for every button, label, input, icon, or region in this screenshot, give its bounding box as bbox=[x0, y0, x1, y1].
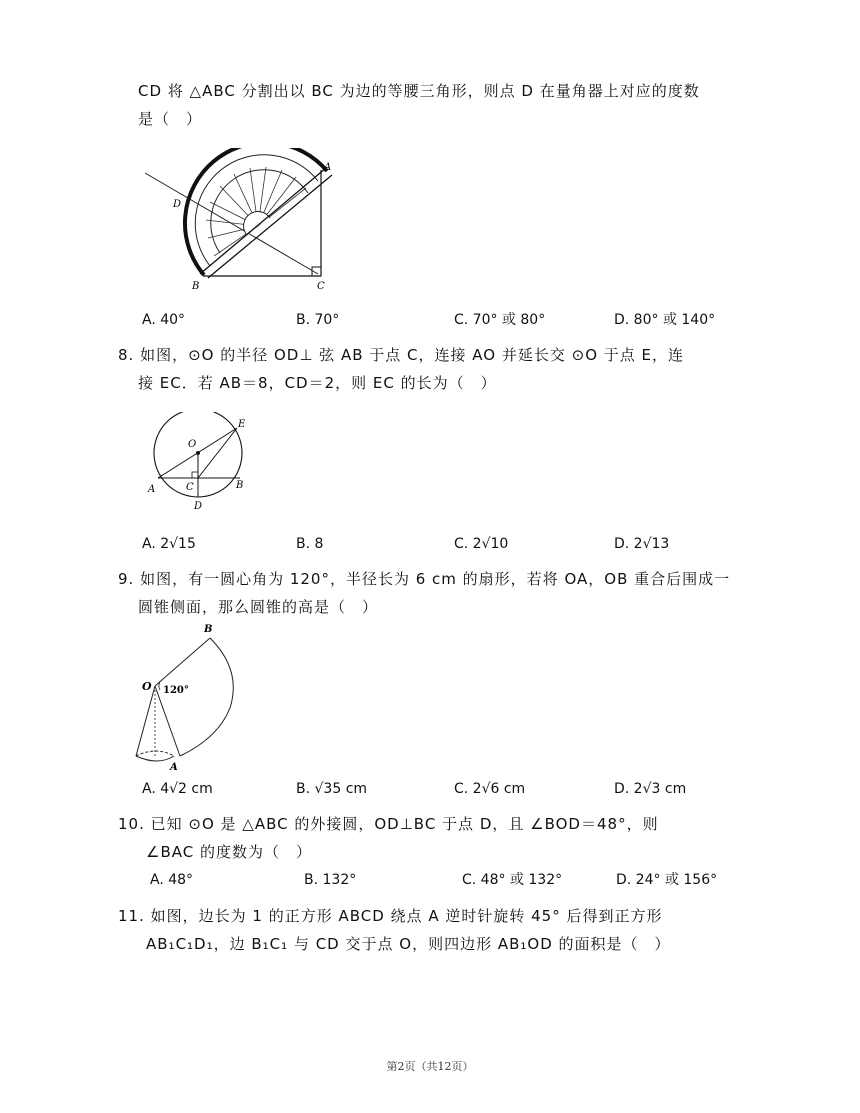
q8-circle-figure bbox=[144, 412, 264, 518]
q8-label-d: D bbox=[194, 501, 203, 512]
q7-label-d: D bbox=[173, 199, 182, 210]
q8-option-b[interactable]: B. 8 bbox=[296, 536, 324, 552]
q10-option-c[interactable]: C. 48° 或 132° bbox=[462, 872, 563, 888]
q9-stem-line1: 9. 如图，有一圆心角为 120°，半径长为 6 cm 的扇形，若将 OA，OB 重合后围成一 bbox=[118, 570, 731, 588]
q9-option-c[interactable]: C. 2√6 cm bbox=[454, 781, 526, 797]
q7-option-d[interactable]: D. 80° 或 140° bbox=[614, 312, 716, 328]
q11-stem-line1: 11. 如图，边长为 1 的正方形 ABCD 绕点 A 逆时针旋转 45° 后得到正方形 bbox=[118, 907, 663, 925]
q8-option-c[interactable]: C. 2√10 bbox=[454, 536, 509, 552]
q9-label-o: O bbox=[142, 680, 152, 693]
q9-sector-cone-figure bbox=[130, 620, 245, 776]
q10-option-a[interactable]: A. 48° bbox=[150, 872, 194, 888]
q7-stem-line2: 是（ ） bbox=[138, 110, 203, 128]
q9-label-angle: 120° bbox=[163, 685, 189, 696]
page-footer: 第2页（共12页） bbox=[386, 1060, 474, 1073]
q8-label-c: C bbox=[186, 482, 194, 493]
q8-label-o: O bbox=[188, 439, 197, 450]
q8-option-a[interactable]: A. 2√15 bbox=[142, 536, 196, 552]
q7-label-b: B bbox=[192, 281, 200, 292]
q8-option-d[interactable]: D. 2√13 bbox=[614, 536, 670, 552]
q8-label-a: A bbox=[148, 484, 156, 495]
q8-stem-line1: 8. 如图，⊙O 的半径 OD⊥ 弦 AB 于点 C，连接 AO 并延长交 ⊙O 于点 E，连 bbox=[118, 346, 685, 364]
q7-label-a: A bbox=[324, 162, 332, 173]
q7-protractor-figure bbox=[140, 148, 350, 297]
q9-label-a: A bbox=[170, 762, 178, 772]
q7-option-a[interactable]: A. 40° bbox=[142, 312, 186, 328]
q8-label-e: E bbox=[238, 419, 246, 430]
q10-stem-line2: ∠BAC 的度数为（ ） bbox=[146, 843, 312, 861]
q8-label-b: B bbox=[236, 480, 244, 491]
q8-stem-line2: 接 EC．若 AB＝8，CD＝2，则 EC 的长为（ ） bbox=[138, 374, 497, 392]
q10-option-d[interactable]: D. 24° 或 156° bbox=[616, 872, 718, 888]
q10-option-b[interactable]: B. 132° bbox=[304, 872, 357, 888]
q7-label-c: C bbox=[317, 281, 325, 292]
q9-option-d[interactable]: D. 2√3 cm bbox=[614, 781, 687, 797]
q7-option-b[interactable]: B. 70° bbox=[296, 312, 340, 328]
q11-stem-line2: AB₁C₁D₁，边 B₁C₁ 与 CD 交于点 O，则四边形 AB₁OD 的面积是（ ） bbox=[146, 935, 671, 953]
q9-option-a[interactable]: A. 4√2 cm bbox=[142, 781, 213, 797]
q9-label-b: B bbox=[204, 624, 213, 635]
q9-option-b[interactable]: B. √35 cm bbox=[296, 781, 368, 797]
q10-stem-line1: 10. 已知 ⊙O 是 △ABC 的外接圆，OD⊥BC 于点 D，且 ∠BOD＝48°，则 bbox=[118, 815, 659, 833]
q7-stem-line1: CD 将 △ABC 分割出以 BC 为边的等腰三角形，则点 D 在量角器上对应的度数 bbox=[138, 82, 700, 100]
q7-option-c[interactable]: C. 70° 或 80° bbox=[454, 312, 546, 328]
q9-stem-line2: 圆锥侧面，那么圆锥的高是（ ） bbox=[138, 598, 379, 616]
